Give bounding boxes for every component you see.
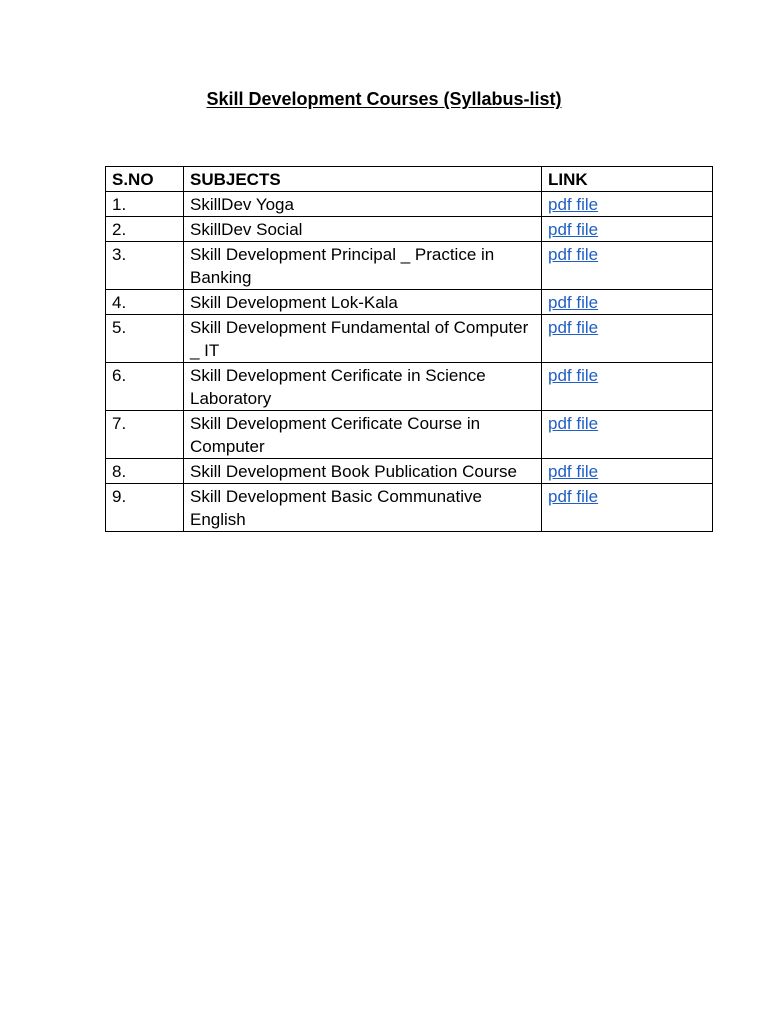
pdf-file-link[interactable]: pdf file bbox=[548, 220, 599, 239]
row-sno: 9. bbox=[106, 484, 184, 532]
row-subject: Skill Development Cerificate in Science Laboratory bbox=[184, 363, 542, 411]
header-sno: S.NO bbox=[106, 167, 184, 192]
table-row bbox=[106, 290, 713, 315]
row-subject: Skill Development Lok-Kala bbox=[184, 290, 542, 315]
row-subject: Skill Development Basic Communative English bbox=[184, 484, 542, 532]
syllabus-table bbox=[105, 166, 713, 532]
table-row bbox=[106, 192, 713, 217]
row-subject: Skill Development Fundamental of Computer _ IT bbox=[184, 315, 542, 363]
pdf-file-link[interactable]: pdf file bbox=[548, 462, 599, 481]
pdf-file-link[interactable]: pdf file bbox=[548, 245, 599, 264]
row-link-cell bbox=[542, 411, 713, 459]
table-row bbox=[106, 411, 713, 459]
row-sno: 8. bbox=[106, 459, 184, 484]
row-sno: 5. bbox=[106, 315, 184, 363]
row-link-cell bbox=[542, 459, 713, 484]
header-subjects: SUBJECTS bbox=[184, 167, 542, 192]
table-row bbox=[106, 315, 713, 363]
pdf-file-link[interactable]: pdf file bbox=[548, 195, 599, 214]
row-link-cell bbox=[542, 242, 713, 290]
row-subject: Skill Development Principal _ Practice in Banking bbox=[184, 242, 542, 290]
row-sno: 6. bbox=[106, 363, 184, 411]
row-subject: Skill Development Book Publication Course bbox=[184, 459, 542, 484]
header-link: LINK bbox=[542, 167, 713, 192]
row-sno: 4. bbox=[106, 290, 184, 315]
table-row bbox=[106, 242, 713, 290]
table-row bbox=[106, 484, 713, 532]
document-title: Skill Development Courses (Syllabus-list) bbox=[206, 89, 562, 109]
row-sno: 1. bbox=[106, 192, 184, 217]
table-row bbox=[106, 459, 713, 484]
pdf-file-link[interactable]: pdf file bbox=[548, 414, 599, 433]
row-sno: 3. bbox=[106, 242, 184, 290]
pdf-file-link[interactable]: pdf file bbox=[548, 318, 599, 337]
table-row bbox=[106, 363, 713, 411]
table-row bbox=[106, 217, 713, 242]
row-link-cell bbox=[542, 217, 713, 242]
pdf-file-link[interactable]: pdf file bbox=[548, 487, 599, 506]
row-subject: SkillDev Yoga bbox=[184, 192, 542, 217]
table-header-row bbox=[106, 167, 713, 192]
row-sno: 2. bbox=[106, 217, 184, 242]
pdf-file-link[interactable]: pdf file bbox=[548, 293, 599, 312]
row-link-cell bbox=[542, 363, 713, 411]
row-link-cell bbox=[542, 484, 713, 532]
row-subject: SkillDev Social bbox=[184, 217, 542, 242]
row-link-cell bbox=[542, 315, 713, 363]
row-link-cell bbox=[542, 290, 713, 315]
row-link-cell bbox=[542, 192, 713, 217]
row-sno: 7. bbox=[106, 411, 184, 459]
pdf-file-link[interactable]: pdf file bbox=[548, 366, 599, 385]
row-subject: Skill Development Cerificate Course in Computer bbox=[184, 411, 542, 459]
